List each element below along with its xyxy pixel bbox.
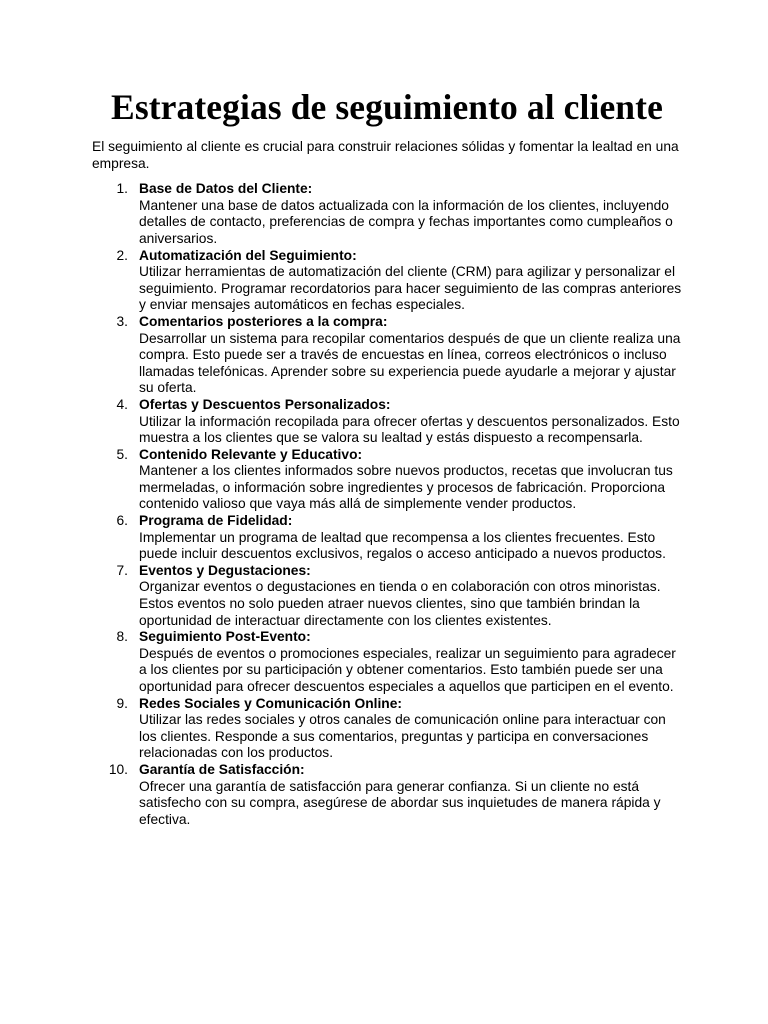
strategy-list [92,181,682,828]
list-item [92,314,682,397]
item-text: Ofrecer una garantía de satisfacción para generar confianza. Si un cliente no está satisfecho con su compra, asegúrese de abordar sus inquietudes de manera rápida y efectiva. [139,778,661,827]
item-heading: Redes Sociales y Comunicación Online: [139,695,402,711]
list-item [92,397,682,447]
list-item [92,762,682,828]
item-heading: Seguimiento Post-Evento: [139,629,311,645]
item-heading: Eventos y Degustaciones: [139,562,311,578]
item-text: Mantener a los clientes informados sobre nuevos productos, recetas que involucran tus mermeladas, o información sobre ingredientes y procesos de fabricación. Proporciona contenido valioso que vaya más allá de simplemente vender productos. [139,463,673,512]
intro-paragraph: El seguimiento al cliente es crucial para construir relaciones sólidas y fomentar la lealtad en una empresa. [92,139,679,171]
item-heading: Contenido Relevante y Educativo: [139,446,363,462]
item-text: Utilizar la información recopilada para ofrecer ofertas y descuentos personalizados. Esto muestra a los clientes que se valora su lealtad y estás dispuesto a recompensarla. [139,413,680,446]
item-heading: Automatización del Seguimiento: [139,247,357,263]
item-text: Organizar eventos o degustaciones en tienda o en colaboración con otros minoristas. Estos eventos no solo pueden atraer nuevos clientes, sino que también brindan la oportunidad de interactuar directamente con los clientes existentes. [139,579,661,628]
document-title: Estrategias de seguimiento al cliente [111,87,663,127]
item-number: 9. [116,695,128,711]
item-text: Utilizar las redes sociales y otros canales de comunicación online para interactuar con los clientes. Responde a sus comentarios, preguntas y participa en conversaciones relacionadas con los productos. [139,712,666,761]
item-text: Implementar un programa de lealtad que recompensa a los clientes frecuentes. Esto puede incluir descuentos exclusivos, regalos o acceso anticipado a nuevos productos. [139,529,666,562]
item-number: 7. [116,562,128,578]
item-number: 1. [116,181,128,197]
item-text: Después de eventos o promociones especiales, realizar un seguimiento para agradecer a los clientes por su participación y obtener comentarios. Esto también puede ser una oportunidad para ofrecer descuentos especiales a aquellos que participen en el evento. [139,645,676,694]
item-text: Utilizar herramientas de automatización del cliente (CRM) para agilizar y personalizar el seguimiento. Programar recordatorios para hacer seguimiento de las compras anteriores y enviar mensajes automáticos en fechas especiales. [139,264,682,313]
item-heading: Ofertas y Descuentos Personalizados: [139,396,391,412]
list-item [92,181,682,247]
item-heading: Comentarios posteriores a la compra: [139,313,388,329]
list-item [92,629,682,695]
document-page [92,86,682,828]
item-number: 3. [116,313,128,329]
item-number: 2. [116,247,128,263]
list-item [92,248,682,314]
item-number: 5. [116,446,128,462]
item-heading: Garantía de Satisfacción: [139,761,305,777]
list-item [92,447,682,513]
item-number: 8. [116,629,128,645]
item-text: Mantener una base de datos actualizada con la información de los clientes, incluyendo detalles de contacto, preferencias de compra y fechas importantes como cumpleaños o aniversarios. [139,197,673,246]
list-item [92,513,682,563]
item-number: 10. [108,761,128,777]
list-item [92,696,682,762]
item-heading: Programa de Fidelidad: [139,513,293,529]
item-heading: Base de Datos del Cliente: [139,181,313,197]
list-item [92,563,682,629]
item-text: Desarrollar un sistema para recopilar comentarios después de que un cliente realiza una compra. Esto puede ser a través de encuestas en línea, correos electrónicos o incluso llamadas telefónicas. Aprender sobre su experiencia puede ayudarle a mejorar y ajustar su oferta. [139,330,681,396]
item-number: 4. [116,396,128,412]
item-number: 6. [116,513,128,529]
